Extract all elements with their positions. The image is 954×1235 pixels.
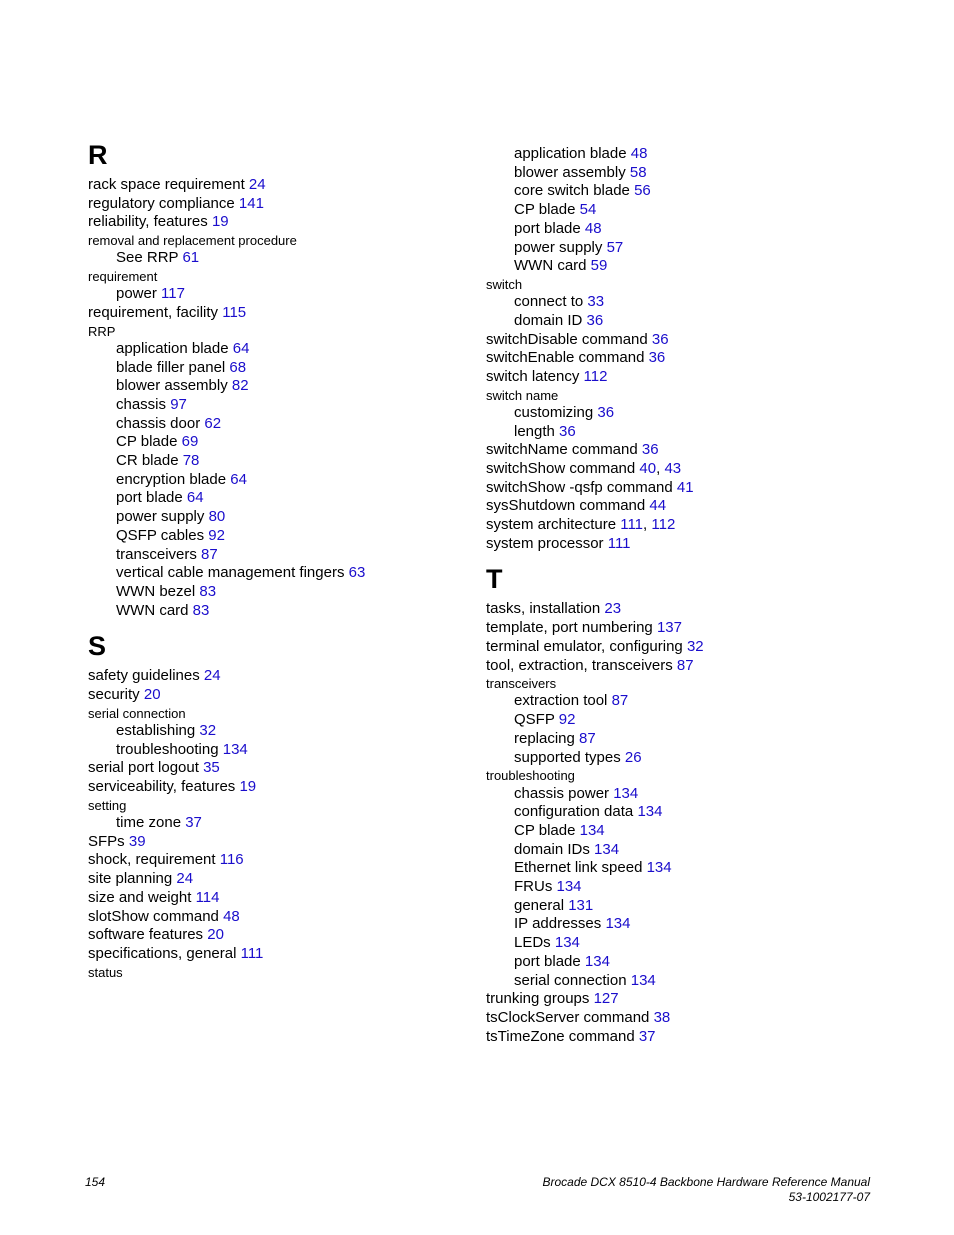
- index-term: CR blade: [116, 452, 179, 470]
- index-entry-encryption-blade: [88, 471, 468, 490]
- index-entry-ethernet-link-speed: [486, 859, 916, 878]
- index-entry-qsfp-cables: [88, 527, 468, 546]
- page-link-80[interactable]: 80: [208, 508, 226, 526]
- index-term: security: [88, 686, 140, 704]
- index-entry-application-blade: [88, 340, 468, 359]
- page-link-36[interactable]: 36: [586, 311, 604, 329]
- index-entry-replacing: [486, 730, 916, 749]
- index-term: Ethernet link speed: [514, 859, 643, 877]
- page-link-111[interactable]: 111: [607, 534, 631, 552]
- index-entry-switchshow-qsfp-command: [486, 479, 916, 498]
- page-link-20[interactable]: 20: [207, 926, 224, 944]
- index-entry-trunking-groups: [486, 990, 916, 1009]
- index-entry-size-and-weight: [88, 889, 468, 908]
- index-term: switch latency: [486, 367, 580, 385]
- index-term: customizing: [514, 403, 594, 421]
- index-entry-power-supply: [88, 508, 468, 527]
- index-entry-customizing: [486, 404, 916, 423]
- page-link-134[interactable]: 134: [646, 859, 672, 877]
- index-term: sysShutdown command: [486, 497, 646, 515]
- index-term: safety guidelines: [88, 667, 200, 685]
- page-link-59[interactable]: 59: [590, 257, 608, 275]
- index-term: requirement: [88, 269, 158, 285]
- page-link-141[interactable]: 141: [238, 194, 264, 212]
- index-entry-domain-id: [486, 312, 916, 331]
- index-entry-terminal-emulator-configuring: [486, 638, 916, 657]
- index-entry-core-switch-blade: [486, 182, 916, 201]
- page-link-64[interactable]: 64: [230, 470, 247, 488]
- index-term: CP blade: [514, 201, 576, 219]
- page-link-48[interactable]: 48: [223, 907, 240, 925]
- page-link-134[interactable]: 134: [556, 878, 582, 896]
- index-entry-time-zone: [88, 814, 468, 833]
- index-term: tsClockServer command: [486, 1008, 650, 1026]
- index-term: domain ID: [514, 311, 583, 329]
- index-term: establishing: [116, 721, 196, 739]
- index-term: switchShow command: [486, 459, 636, 477]
- index-entry-system-processor: [486, 535, 916, 554]
- index-entry-chassis-power: [486, 785, 916, 804]
- index-term: WWN card: [116, 601, 189, 619]
- index-term: application blade: [514, 145, 627, 162]
- page-link-62[interactable]: 62: [204, 414, 222, 432]
- index-entry-wwn-bezel: [88, 583, 468, 602]
- index-entry-transceivers: [88, 546, 468, 565]
- section-letter-r: R: [88, 140, 108, 170]
- page-link-20[interactable]: 20: [143, 686, 161, 704]
- index-term: troubleshooting: [116, 740, 219, 758]
- index-entry-length: [486, 423, 916, 442]
- index-entry-specifications-general: [88, 945, 468, 964]
- page-link-36[interactable]: 36: [648, 349, 666, 367]
- page-link-24[interactable]: 24: [248, 176, 266, 193]
- index-entry-application-blade: [486, 145, 916, 164]
- page-link-44[interactable]: 44: [649, 497, 667, 515]
- index-term: requirement, facility: [88, 303, 219, 321]
- footer-manual-info: [542, 1175, 870, 1205]
- index-term: tasks, installation: [486, 600, 601, 618]
- index-entry-cp-blade: [88, 433, 468, 452]
- index-term: switch name: [486, 387, 559, 403]
- index-term: chassis power: [514, 784, 610, 802]
- index-entry-qsfp: [486, 711, 916, 730]
- index-term: IP addresses: [514, 915, 602, 933]
- index-entry-blower-assembly: [486, 164, 916, 183]
- index-entry-switchshow-command: [486, 460, 916, 479]
- index-entry-ip-addresses: [486, 915, 916, 934]
- page-link-58[interactable]: 58: [629, 163, 647, 181]
- index-entry-tstimezone-command: [486, 1028, 916, 1047]
- index-term: switchEnable command: [486, 349, 645, 367]
- page-link-111[interactable]: 111: [240, 944, 264, 962]
- index-column-right: [486, 137, 916, 1046]
- index-heading-requirement: [88, 268, 468, 285]
- index-entry-supported-types: [486, 749, 916, 768]
- page-link-32[interactable]: 32: [199, 721, 217, 739]
- index-term: blower assembly: [514, 163, 626, 181]
- page-link-36[interactable]: 36: [641, 441, 659, 459]
- page-link-26[interactable]: 26: [624, 748, 642, 766]
- page-link-41[interactable]: 41: [676, 478, 694, 496]
- index-entry-see-rrp: [88, 249, 468, 268]
- page-link-134[interactable]: 134: [579, 821, 605, 839]
- page-link-114[interactable]: 114: [195, 888, 220, 906]
- footer-page-number: 154: [85, 1175, 106, 1189]
- page-link-115[interactable]: 115: [222, 303, 247, 321]
- index-heading-removal-and-replacement-procedure: [88, 232, 468, 249]
- index-term: length: [514, 422, 555, 440]
- page-link-57[interactable]: 57: [606, 238, 624, 256]
- page-link-127[interactable]: 127: [593, 990, 619, 1008]
- index-term: switchShow -qsfp command: [486, 478, 673, 496]
- index-term: encryption blade: [116, 470, 227, 488]
- index-term: power supply: [514, 238, 603, 256]
- page-link-69[interactable]: 69: [181, 433, 199, 451]
- index-term: specifications, general: [88, 944, 237, 962]
- index-entry-power-supply: [486, 239, 916, 258]
- index-entry-security: [88, 686, 468, 705]
- index-term: switch: [486, 276, 523, 292]
- index-entry-sfps: [88, 833, 468, 852]
- index-entry-site-planning: [88, 870, 468, 889]
- index-heading-transceivers: [486, 675, 916, 692]
- page-link-38[interactable]: 38: [653, 1008, 671, 1026]
- page-link-134[interactable]: 134: [554, 934, 580, 952]
- page-link-134[interactable]: 134: [605, 915, 631, 933]
- page-link-48[interactable]: 48: [630, 145, 648, 162]
- index-entry-tool-extraction-transceivers: [486, 657, 916, 676]
- index-term: vertical cable management fingers: [116, 564, 345, 582]
- index-entry-blower-assembly: [88, 377, 468, 396]
- index-entry-blade-filler-panel: [88, 359, 468, 378]
- index-term: port blade: [514, 952, 581, 970]
- index-term: QSFP cables: [116, 526, 205, 544]
- index-entry-port-blade: [486, 220, 916, 239]
- page-link-112[interactable]: 112: [651, 516, 676, 534]
- index-entry-slotshow-command: [88, 908, 468, 927]
- index-term: rack space requirement: [88, 176, 245, 193]
- page-link-23[interactable]: 23: [604, 600, 622, 618]
- page-link-134[interactable]: 134: [613, 784, 639, 802]
- page-link-137[interactable]: 137: [656, 619, 682, 637]
- page-link-36[interactable]: 36: [559, 422, 576, 440]
- index-term: CP blade: [514, 821, 576, 839]
- page-link-37[interactable]: 37: [185, 814, 202, 831]
- index-term: LEDs: [514, 934, 551, 952]
- index-term: WWN bezel: [116, 582, 196, 600]
- index-entry-rack-space-requirement: [88, 176, 468, 195]
- page-link-134[interactable]: 134: [222, 740, 248, 758]
- index-entry-regulatory-compliance: [88, 195, 468, 214]
- index-term: serial port logout: [88, 759, 199, 777]
- index-term: terminal emulator, configuring: [486, 637, 683, 655]
- index-entry-troubleshooting: [88, 741, 468, 760]
- index-entry-tasks-installation: [486, 600, 916, 619]
- index-term: port blade: [514, 219, 581, 237]
- page-link-68[interactable]: 68: [229, 358, 247, 376]
- index-entry-port-blade: [486, 953, 916, 972]
- index-term: serial connection: [88, 705, 186, 721]
- index-term: port blade: [116, 489, 183, 507]
- page-link-54[interactable]: 54: [579, 201, 597, 219]
- index-entry-domain-ids: [486, 841, 916, 860]
- index-term: power supply: [116, 508, 205, 526]
- page-link-87[interactable]: 87: [579, 729, 596, 747]
- index-entry-switchenable-command: [486, 349, 916, 368]
- page-link-87[interactable]: 87: [676, 656, 694, 674]
- index-term: connect to: [514, 293, 584, 311]
- index-entry-software-features: [88, 926, 468, 945]
- page-link-63[interactable]: 63: [348, 564, 366, 582]
- index-heading-switch-name: [486, 387, 916, 404]
- index-heading-troubleshooting: [486, 767, 916, 784]
- index-term: chassis: [116, 395, 167, 413]
- page-link-92[interactable]: 92: [558, 711, 576, 729]
- page-link-87[interactable]: 87: [201, 545, 218, 563]
- index-term: time zone: [116, 814, 182, 831]
- index-term: See RRP: [116, 249, 179, 267]
- page-link-19[interactable]: 19: [211, 213, 229, 231]
- page-link-33[interactable]: 33: [587, 293, 605, 311]
- page-link-24[interactable]: 24: [176, 870, 194, 888]
- index-entry-template-port-numbering: [486, 619, 916, 638]
- index-term: supported types: [514, 748, 621, 766]
- index-term: system architecture: [486, 516, 617, 534]
- index-entry-wwn-card: [486, 257, 916, 276]
- page-link-92[interactable]: 92: [208, 526, 225, 544]
- index-heading-serial-connection: [88, 705, 468, 722]
- page-link-87[interactable]: 87: [611, 692, 629, 710]
- index-entry-connect-to: [486, 293, 916, 312]
- index-term: core switch blade: [514, 182, 630, 200]
- index-entry-serial-port-logout: [88, 759, 468, 778]
- index-term: size and weight: [88, 888, 192, 906]
- page-link-83[interactable]: 83: [199, 582, 217, 600]
- index-heading-setting: [88, 797, 468, 814]
- index-term: WWN card: [514, 257, 587, 275]
- page-link-35[interactable]: 35: [203, 759, 220, 777]
- page-link-37[interactable]: 37: [638, 1027, 656, 1045]
- index-heading-switch: [486, 276, 916, 293]
- page-link-64[interactable]: 64: [186, 489, 204, 507]
- page-link-36[interactable]: 36: [597, 403, 615, 421]
- index-term: regulatory compliance: [88, 194, 235, 212]
- page-link-56[interactable]: 56: [634, 182, 651, 200]
- page-link-36[interactable]: 36: [651, 330, 669, 348]
- page-separator: ,: [656, 459, 661, 477]
- index-entry-switchdisable-command: [486, 331, 916, 350]
- index-term: status: [88, 964, 123, 980]
- page-link-134[interactable]: 134: [594, 840, 620, 858]
- index-entry-vertical-cable-management-fingers: [88, 564, 468, 583]
- index-term: trunking groups: [486, 990, 590, 1008]
- page-link-131[interactable]: 131: [568, 896, 594, 914]
- page-link-111[interactable]: 111: [620, 516, 644, 534]
- page-link-19[interactable]: 19: [239, 778, 257, 796]
- page-link-116[interactable]: 116: [219, 851, 244, 869]
- index-entry-chassis: [88, 396, 468, 415]
- index-term: chassis door: [116, 414, 201, 432]
- index-term: CP blade: [116, 433, 178, 451]
- index-term: blade filler panel: [116, 358, 226, 376]
- index-term: site planning: [88, 870, 173, 888]
- index-term: transceivers: [116, 545, 197, 563]
- index-term: power: [116, 285, 157, 303]
- index-entry-tsclockserver-command: [486, 1009, 916, 1028]
- index-term: serial connection: [514, 971, 627, 989]
- index-term: setting: [88, 797, 127, 813]
- page-link-134[interactable]: 134: [584, 952, 610, 970]
- page-link-112[interactable]: 112: [583, 367, 608, 385]
- index-entry-configuration-data: [486, 803, 916, 822]
- index-term: template, port numbering: [486, 619, 653, 637]
- page-link-78[interactable]: 78: [182, 452, 200, 470]
- page-link-40[interactable]: 40: [639, 459, 657, 477]
- index-column-left: [88, 137, 468, 981]
- footer-doc-number: 53-1002177-07: [788, 1190, 870, 1204]
- index-term: replacing: [514, 729, 575, 747]
- index-entry-chassis-door: [88, 415, 468, 434]
- page-link-134[interactable]: 134: [630, 971, 656, 989]
- index-term: tsTimeZone command: [486, 1027, 635, 1045]
- index-entry-frus: [486, 878, 916, 897]
- index-term: removal and replacement procedure: [88, 233, 297, 249]
- page-separator: ,: [643, 516, 648, 534]
- index-entry-switch-latency: [486, 368, 916, 387]
- page-link-97[interactable]: 97: [170, 395, 187, 413]
- index-entry-cp-blade: [486, 201, 916, 220]
- index-term: slotShow command: [88, 907, 219, 925]
- index-entry-cp-blade: [486, 822, 916, 841]
- page-link-43[interactable]: 43: [664, 459, 682, 477]
- index-entry-leds: [486, 934, 916, 953]
- index-term: blower assembly: [116, 377, 228, 395]
- index-entry-port-blade: [88, 489, 468, 508]
- index-entry-establishing: [88, 722, 468, 741]
- index-term: QSFP: [514, 711, 555, 729]
- index-entry-general: [486, 897, 916, 916]
- index-entry-power: [88, 285, 468, 304]
- page-link-48[interactable]: 48: [584, 219, 602, 237]
- index-entry-serial-connection: [486, 972, 916, 991]
- index-entry-switchname-command: [486, 441, 916, 460]
- index-entry-serviceability-features: [88, 778, 468, 797]
- index-entry-requirement-facility: [88, 304, 468, 323]
- page-link-117[interactable]: 117: [161, 285, 185, 303]
- index-heading-rrp: [88, 323, 468, 340]
- index-entry-extraction-tool: [486, 692, 916, 711]
- page-link-61[interactable]: 61: [182, 249, 200, 267]
- index-heading-status: [88, 964, 468, 981]
- index-entry-system-architecture: [486, 516, 916, 535]
- index-entry-shock-requirement: [88, 851, 468, 870]
- index-entry-sysshutdown-command: [486, 497, 916, 516]
- index-term: system processor: [486, 534, 604, 552]
- index-term: tool, extraction, transceivers: [486, 656, 673, 674]
- page-link-39[interactable]: 39: [128, 832, 146, 850]
- index-entry-reliability-features: [88, 213, 468, 232]
- index-entry-cr-blade: [88, 452, 468, 471]
- index-entry-wwn-card: [88, 602, 468, 621]
- index-term: FRUs: [514, 878, 553, 896]
- index-term: switchDisable command: [486, 330, 648, 348]
- page-link-32[interactable]: 32: [686, 637, 704, 655]
- footer-manual-title: Brocade DCX 8510-4 Backbone Hardware Reference Manual: [542, 1175, 870, 1189]
- page-link-24[interactable]: 24: [203, 667, 221, 685]
- index-term: RRP: [88, 323, 116, 339]
- index-term: configuration data: [514, 803, 634, 821]
- index-term: switchName command: [486, 441, 638, 459]
- index-term: domain IDs: [514, 840, 590, 858]
- index-term: software features: [88, 926, 204, 944]
- section-letter-s: S: [88, 631, 107, 662]
- index-term: troubleshooting: [486, 768, 575, 784]
- index-term: serviceability, features: [88, 778, 236, 796]
- page-link-64[interactable]: 64: [232, 339, 250, 357]
- page-link-82[interactable]: 82: [231, 377, 249, 395]
- index-term: extraction tool: [514, 692, 608, 710]
- index-term: general: [514, 896, 565, 914]
- page-link-83[interactable]: 83: [192, 601, 210, 619]
- index-term: application blade: [116, 339, 229, 357]
- index-term: SFPs: [88, 832, 125, 850]
- index-entry-safety-guidelines: [88, 667, 468, 686]
- index-term: reliability, features: [88, 213, 208, 231]
- index-term: transceivers: [486, 676, 557, 692]
- page-link-134[interactable]: 134: [637, 803, 663, 821]
- index-term: shock, requirement: [88, 851, 216, 869]
- section-letter-t: T: [486, 564, 503, 595]
